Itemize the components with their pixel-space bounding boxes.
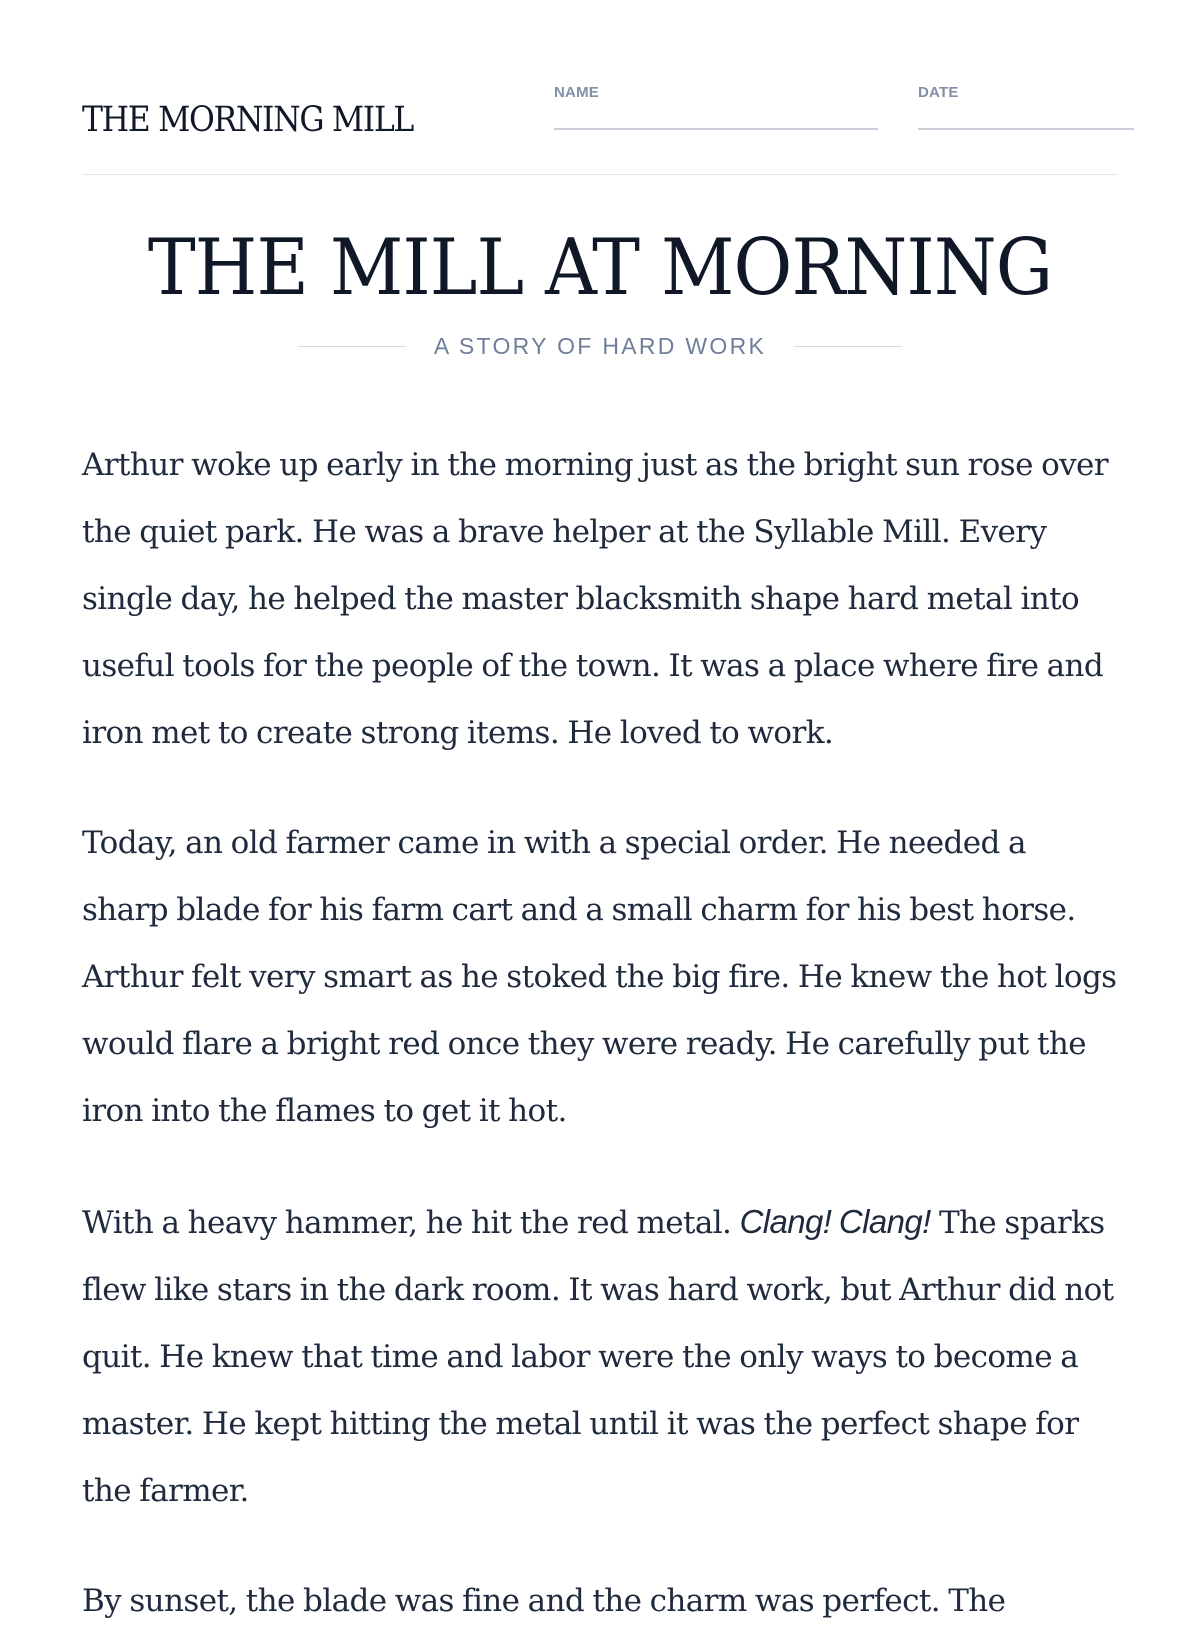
paragraph-3-start: With a heavy hammer, he hit the red metal. <box>82 1205 740 1241</box>
subtitle-right-rule <box>794 346 902 348</box>
story-paragraph-1: Arthur woke up early in the morning just as the bright sun rose over the quiet park. He was a brave helper at the Syllable Mill. Every single day, he helped the master blacksmith shape hard metal into useful tools for the people of the town. It was a place where fire and iron met to create strong items. He loved to work. <box>82 447 1109 751</box>
name-label: NAME <box>554 84 599 101</box>
subtitle-row <box>82 333 1118 360</box>
date-field[interactable] <box>918 84 1134 130</box>
story-paragraph-4: By sunset, the blade was fine and the charm was perfect. The <box>82 1583 1006 1619</box>
page-title: THE MILL AT MORNING <box>147 223 1053 313</box>
sound-effect-emphasis: Clang! Clang! <box>739 1203 931 1240</box>
story-body <box>82 432 1118 1635</box>
story-paragraph-3 <box>82 1188 1118 1525</box>
paragraph-3-end: The sparks flew like stars in the dark room. It was hard work, but Arthur did not quit. He knew that time and labor were the only ways to become a master. He kept hitting the metal until it was the perfect shape for the farmer. <box>82 1205 1114 1509</box>
worksheet-header <box>82 0 1118 175</box>
name-field[interactable] <box>554 84 878 130</box>
subtitle-left-rule <box>298 346 406 348</box>
name-line[interactable] <box>554 128 878 130</box>
date-label: DATE <box>918 84 959 101</box>
story-paragraph-2: Today, an old farmer came in with a special order. He needed a sharp blade for his farm cart and a small charm for his best horse. Arthur felt very smart as he stoked the big fire. He knew the hot logs would flare a bright red once they were ready. He carefully put the iron into the flames to get it hot. <box>82 825 1117 1129</box>
brand-title: THE MORNING MILL <box>82 100 413 140</box>
page-subtitle: A STORY OF HARD WORK <box>433 333 767 359</box>
title-block <box>82 175 1118 360</box>
date-line[interactable] <box>918 128 1134 130</box>
